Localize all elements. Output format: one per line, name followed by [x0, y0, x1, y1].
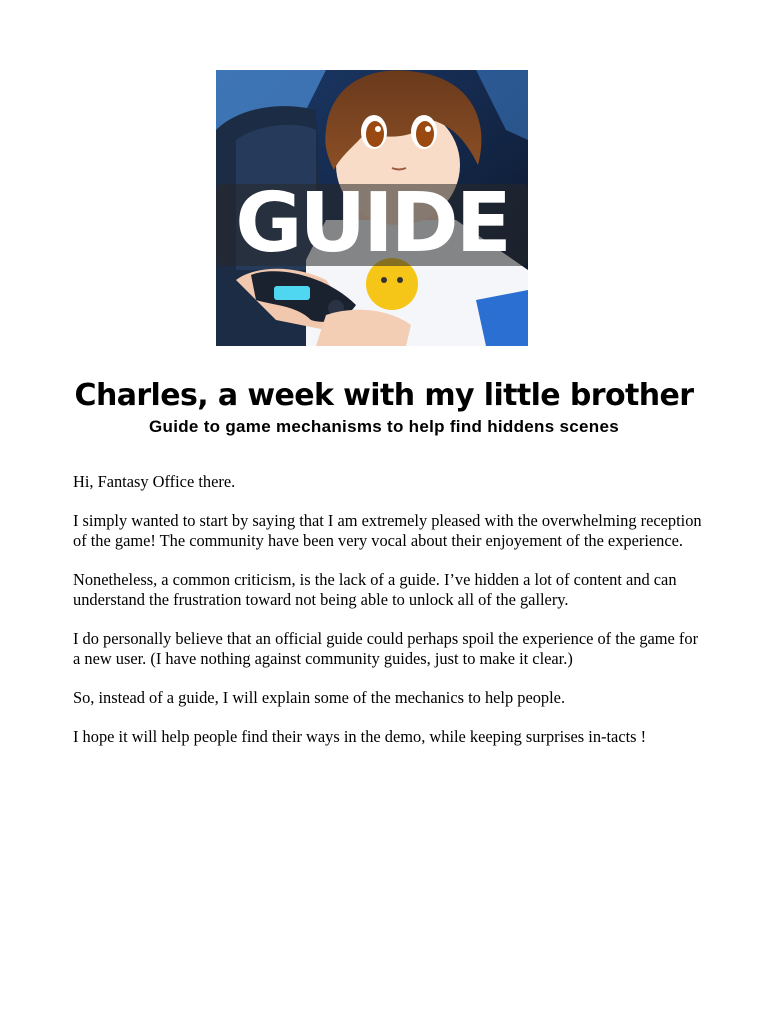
guide-label: GUIDE: [235, 176, 509, 271]
document-body: [73, 472, 703, 766]
paragraph: I do personally believe that an official guide could perhaps spoil the experience of the game for a new user. (I have nothing against community guides, just to make it clear.): [73, 629, 699, 668]
paragraph: So, instead of a guide, I will explain some of the mechanics to help people.: [73, 688, 566, 707]
cover-image: [216, 70, 528, 346]
document-title: Charles, a week with my little brother: [74, 378, 694, 413]
document-subtitle: Guide to game mechanisms to help find hiddens scenes: [149, 417, 619, 436]
paragraph: I simply wanted to start by saying that I am extremely pleased with the overwhelming reception of the game! The community have been very vocal about their enjoyement of the experience.: [73, 511, 702, 550]
paragraph: Nonetheless, a common criticism, is the lack of a guide. I’ve hidden a lot of content and can understand the frustration toward not being able to unlock all of the gallery.: [73, 570, 677, 609]
paragraph: I hope it will help people find their ways in the demo, while keeping surprises in-tacts !: [73, 727, 647, 746]
paragraph: Hi, Fantasy Office there.: [73, 472, 236, 491]
